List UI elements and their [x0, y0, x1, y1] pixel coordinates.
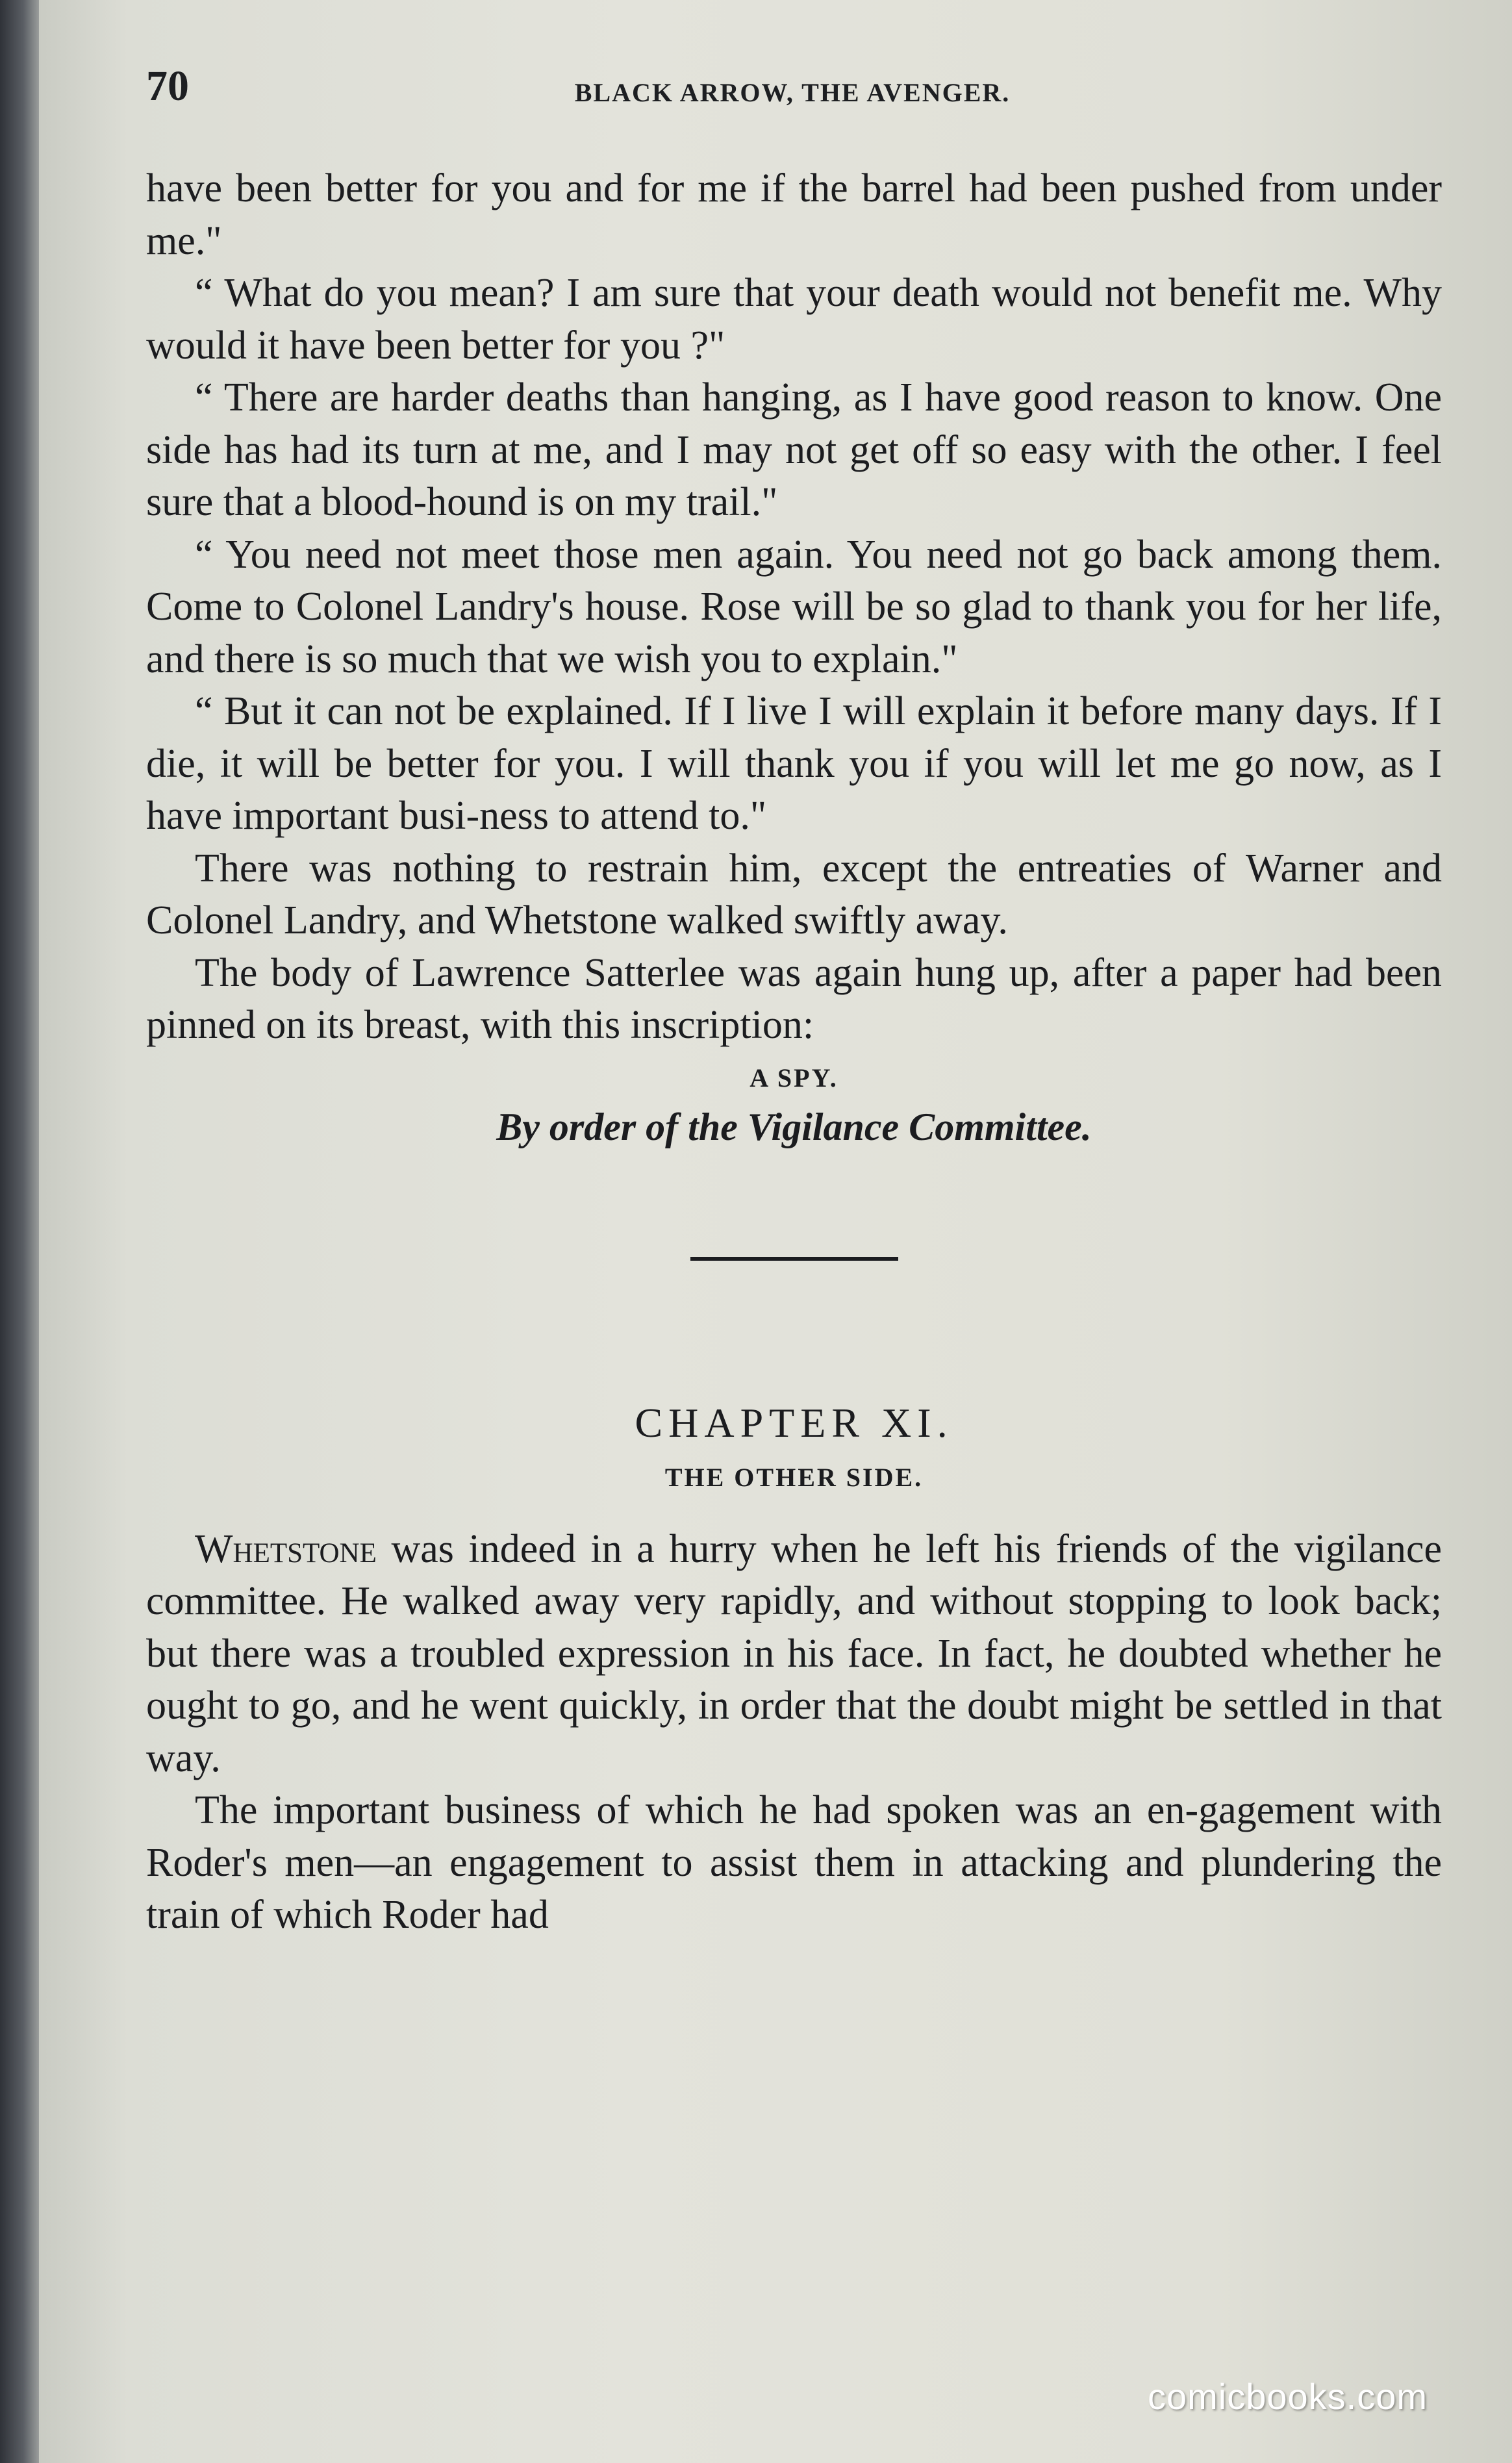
section-divider	[690, 1257, 898, 1261]
paragraph-8-text: was indeed in a hurry when he left his friends of the vigilance committee. He walked away very rapidly, and without stopping to look back; but there was a troubled expression in his face. In fact, he doubted whether he ought to go, and he went quickly, in order that the doubt might be settled in that way.	[146, 1526, 1442, 1780]
paragraph-3: “ There are harder deaths than hanging, as I have good reason to know. One side has had its turn at me, and I may not get off so easy with the other. I feel sure that a blood-hound is on my trail."	[146, 375, 1442, 524]
book-page	[39, 0, 1512, 2463]
paragraph-6: There was nothing to restrain him, except the entreaties of Warner and Colonel Landry, and Whetstone walked swiftly away.	[146, 846, 1442, 942]
body-text	[146, 162, 1442, 1941]
inscription-title: A SPY.	[750, 1063, 838, 1093]
paragraph-8-lead: Whetstone	[195, 1526, 377, 1571]
paragraph-2: “ What do you mean? I am sure that your death would not benefit me. Why would it have been better for you ?"	[146, 271, 1442, 368]
page-header	[146, 62, 1439, 120]
page-number: 70	[146, 62, 189, 110]
inscription-signature: By order of the Vigilance Committee.	[496, 1105, 1092, 1148]
spine-shadow	[0, 0, 39, 2463]
chapter-subtitle: THE OTHER SIDE.	[664, 1462, 924, 1492]
paragraph-8	[146, 1523, 1442, 1785]
paragraph-5: “ But it can not be explained. If I live I will explain it before many days. If I die, it will be better for you. I will thank you if you will let me go now, as I have important busi-ness to attend to."	[146, 689, 1442, 838]
chapter-title: CHAPTER XI.	[635, 1399, 953, 1446]
running-title: BLACK ARROW, THE AVENGER.	[574, 78, 1011, 107]
paragraph-1: have been better for you and for me if the barrel had been pushed from under me."	[146, 166, 1442, 263]
paragraph-4: “ You need not meet those men again. You need not go back among them. Come to Colonel Landry's house. Rose will be so glad to thank you for her life, and there is so much that we wish you to explain."	[146, 532, 1442, 681]
watermark: comicbooks.com	[1147, 2376, 1428, 2417]
paragraph-7: The body of Lawrence Satterlee was again hung up, after a paper had been pinned on its breast, with this inscription:	[146, 950, 1442, 1047]
paragraph-9: The important business of which he had spoken was an en-gagement with Roder's men—an engagement to assist them in attacking and plundering the train of which Roder had	[146, 1788, 1442, 1937]
